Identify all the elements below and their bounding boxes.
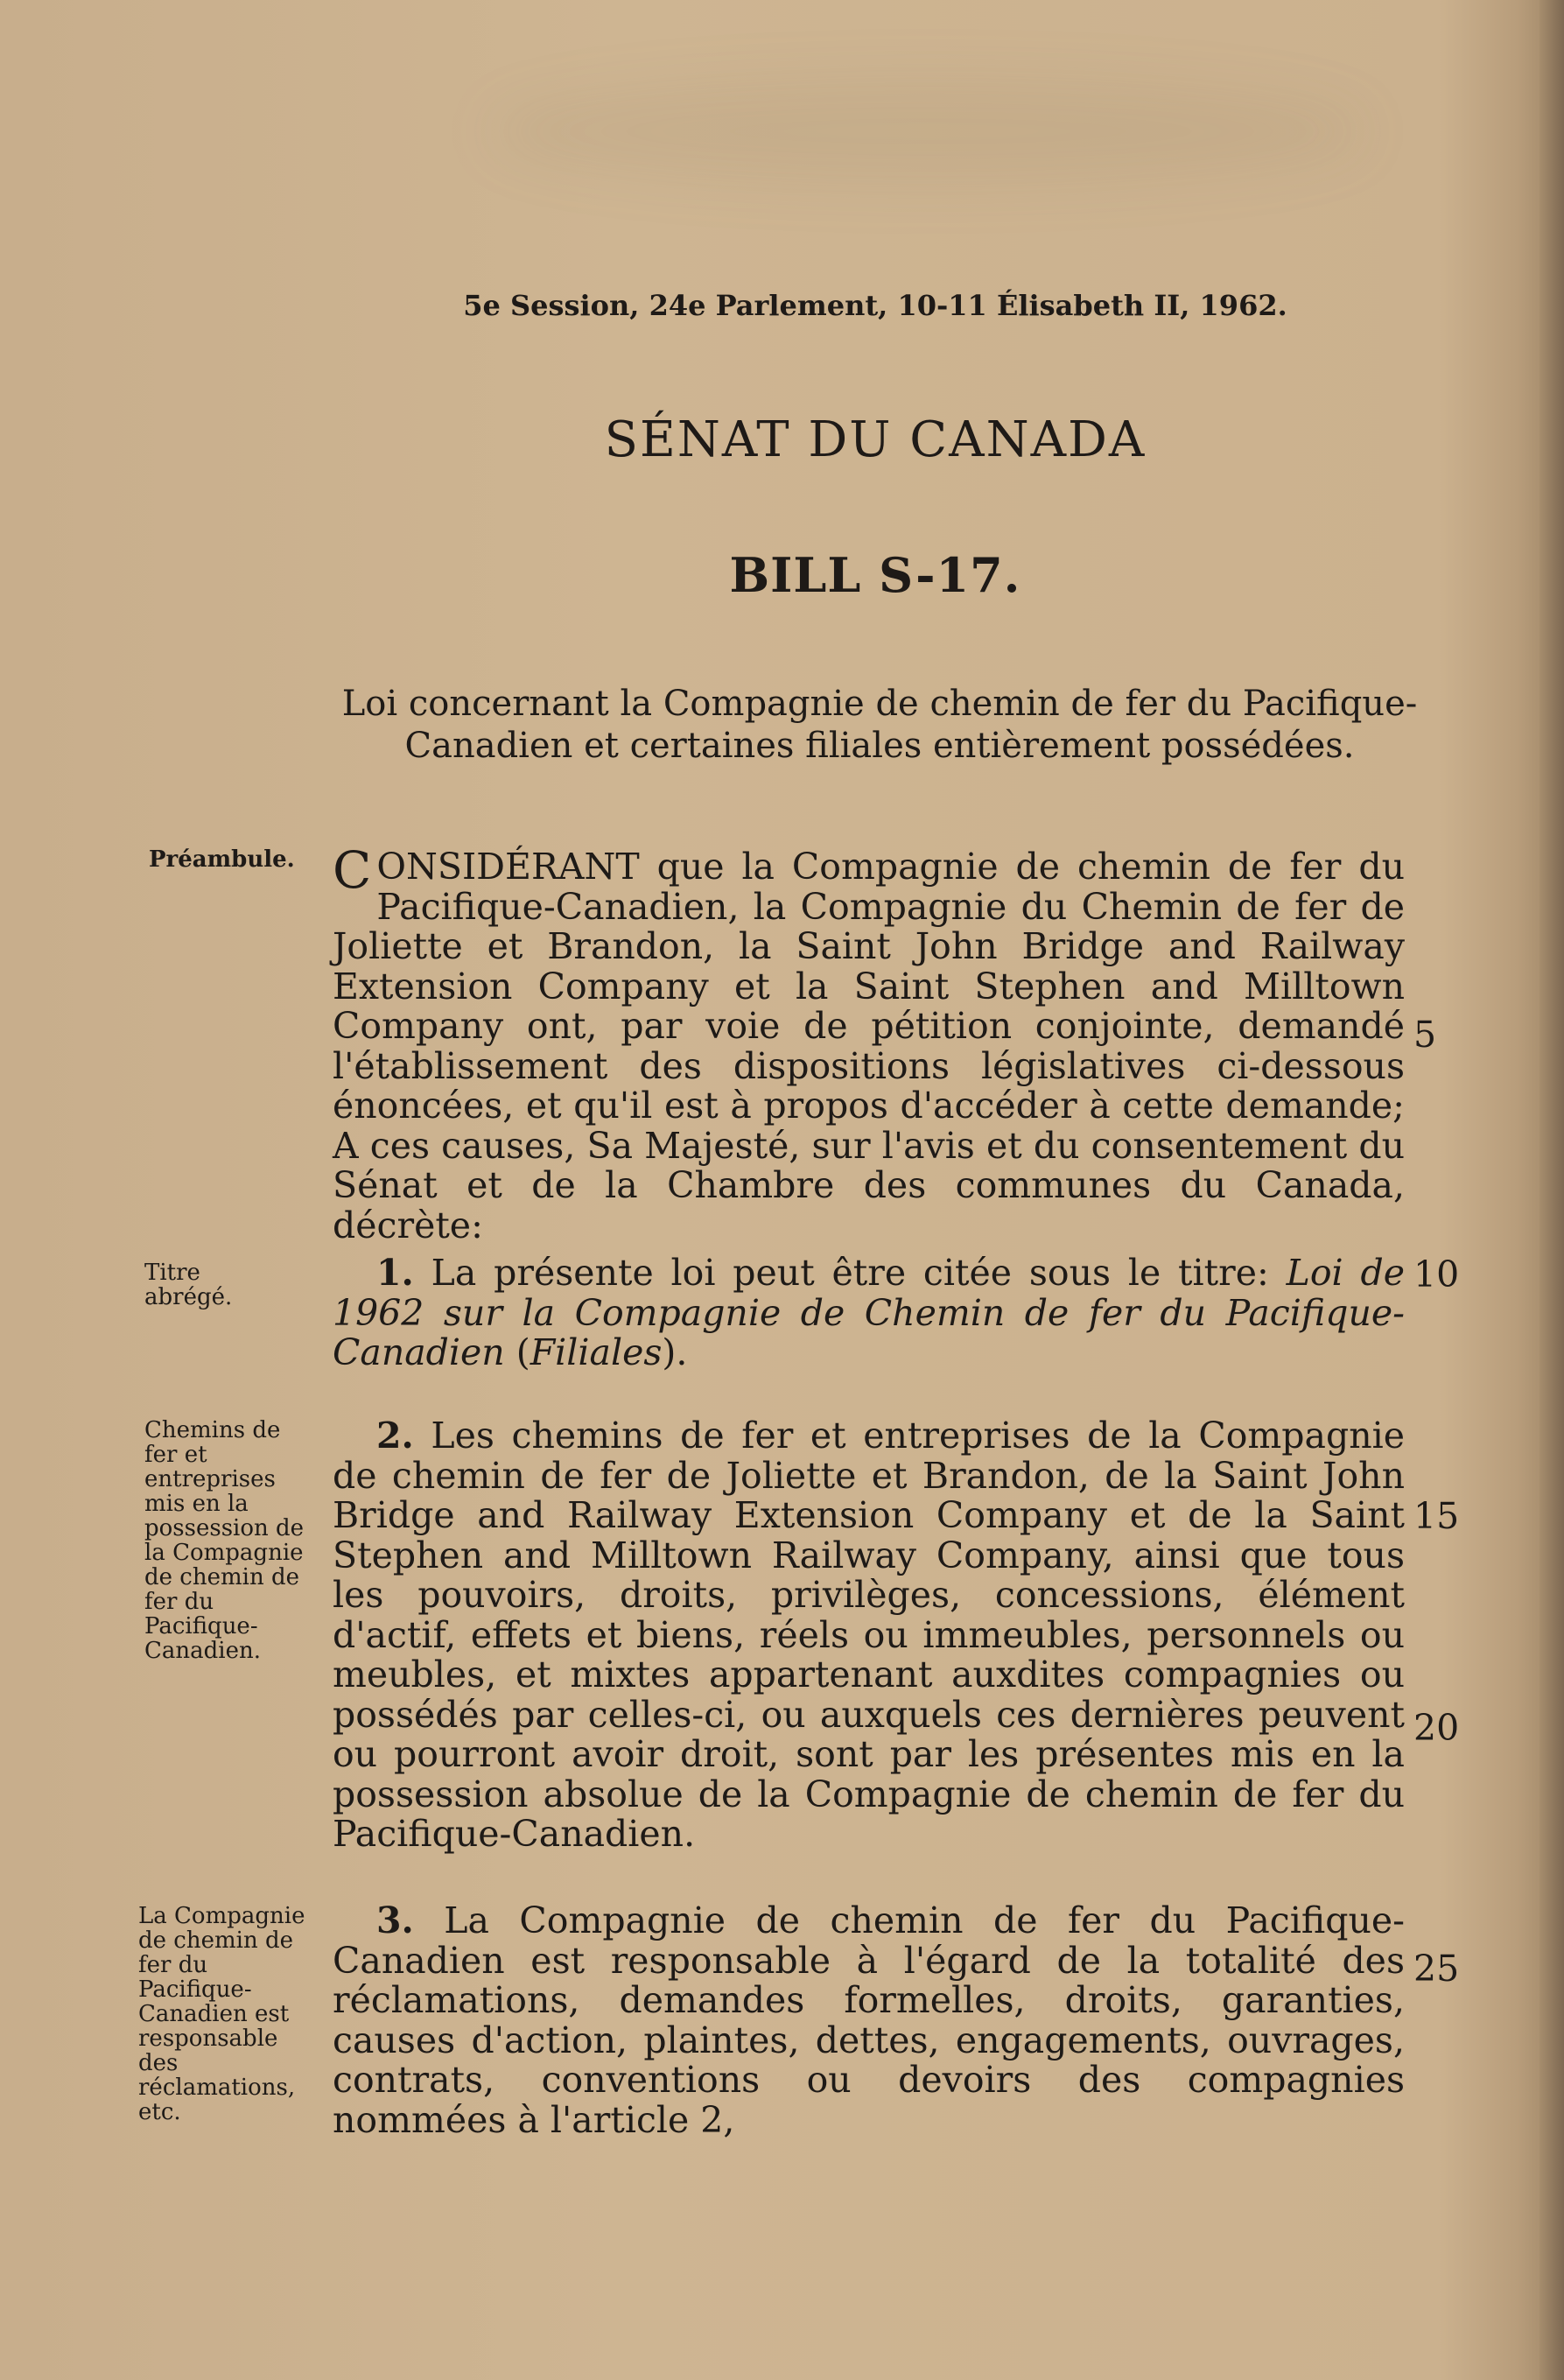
section-1 — [333, 1253, 1405, 1373]
margin-note-section-3: La Compagnie de chemin de fer du Pacifique-Canadien est responsable des réclamations, etc. — [138, 1903, 305, 2125]
section-2-text: Les chemins de fer et entreprises de la Compagnie de chemin de fer de Joliette et Brandon, de la Saint John Bridge and Railway Extension Company et de la Saint Stephen and Milltown Railway Company, ainsi que tous les pouvoirs, droits, privilèges, concessions, élément d'actif, effets et biens, réels ou immeubles, personnels ou meubles, et mixtes appartenant auxdites compagnies ou possédés par celles-ci, ou auxquels ces dernières peuvent ou pourront avoir droit, sont par les présentes mis en la possession absolue de la Compagnie de chemin de fer du Pacifique-Canadien. — [333, 1415, 1405, 1855]
bill-title: Loi concernant la Compagnie de chemin de fer du Pacifique-Canadien et certaines filiales entièrement possédées. — [341, 684, 1418, 766]
section-3-text: La Compagnie de chemin de fer du Pacifique-Canadien est responsable à l'égard de la totalité des réclamations, demandes formelles, droits, garanties, causes d'action, plaintes, dettes, engagements, ouvrages, contrats, conventions ou devoirs des compagnies nommées à l'article 2, — [333, 1899, 1405, 2141]
section-2 — [333, 1416, 1405, 1855]
page-edge — [1539, 0, 1564, 2380]
section-1-end: ). — [662, 1331, 688, 1373]
section-2-number: 2. — [376, 1415, 414, 1457]
preamble-text: ONSIDÉRANT que la Compagnie de chemin de fer du Pacifique-Canadien, la Compagnie du Chemin de fer de Joliette et Brandon, la Saint John Bridge and Railway Extension Company et la Saint Stephen and Milltown Company ont, par voie de pétition conjointe, demandé l'établissement des dispositions législatives ci-dessous énoncées, et qu'il est à propos d'accéder à cette demande; A ces causes, Sa Majesté, sur l'avis et du consentement du Sénat et de la Chambre des communes du Canada, décrète: — [333, 846, 1405, 1246]
margin-note-section-1: Titre abrégé. — [144, 1260, 233, 1310]
paper-stain — [490, 79, 1365, 184]
line-number-25: 25 — [1413, 1948, 1460, 1990]
bill-number: BILL S-17. — [729, 547, 1021, 603]
margin-note-section-2: Chemins de fer et entreprises mis en la possession de la Compagnie de chemin de fer du Pacifique-Canadien. — [144, 1417, 305, 1664]
section-1-paren: ( — [504, 1331, 530, 1373]
line-number-20: 20 — [1413, 1707, 1460, 1749]
session-header: 5e Session, 24e Parlement, 10-11 Élisabeth II, 1962. — [463, 289, 1287, 322]
line-number-5: 5 — [1413, 1014, 1437, 1056]
section-1-text: La présente loi peut être citée sous le titre: — [431, 1252, 1287, 1294]
section-1-short-title: Loi de 1962 sur la Compagnie de Chemin de fer du Pacifique-Canadien — [333, 1252, 1405, 1373]
preamble-paragraph — [333, 840, 1405, 1246]
chamber-title: SÉNAT DU CANADA — [604, 411, 1147, 468]
section-1-subtitle: Filiales — [530, 1331, 663, 1373]
section-1-number: 1. — [376, 1252, 414, 1294]
margin-note-preamble: Préambule. — [149, 846, 295, 873]
line-number-15: 15 — [1413, 1495, 1460, 1537]
section-3 — [333, 1901, 1405, 2140]
line-number-10: 10 — [1413, 1253, 1460, 1295]
drop-cap: C — [333, 840, 372, 900]
section-3-number: 3. — [376, 1899, 414, 1941]
